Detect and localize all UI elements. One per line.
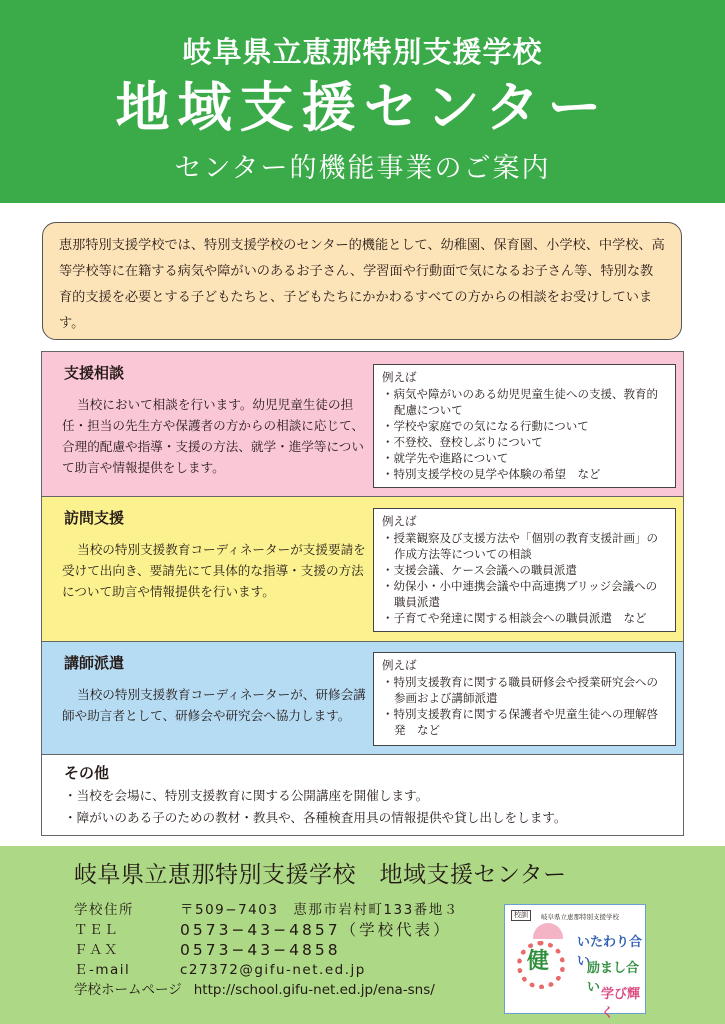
list-item: ・ 学校や家庭での気になる行動について	[382, 418, 667, 434]
web-row	[74, 980, 459, 1000]
intro-box: 恵那特別支援学校では、特別支援学校のセンター的機能として、幼稚園、保育園、小学校、中学校、高等学校等に在籍する病気や障がいのあるお子さん、学習面や行動面で気になるお子さん等、特別な教育的支援を必要とする子どもたちと、子どもたちにかかわるすべての方からの相談をお受けしています。	[42, 222, 682, 340]
list-item: ・ 子育てや発達に関する相談会への職員派遣 など	[382, 610, 667, 626]
school-name-title: 岐阜県立恵那特別支援学校	[182, 35, 543, 69]
footer-title: 岐阜県立恵那特別支援学校 地域支援センター	[74, 862, 567, 888]
school-motto-logo	[504, 904, 646, 1021]
example-box	[373, 364, 676, 488]
address-label: 学校住所	[74, 902, 134, 918]
tel-row	[74, 920, 459, 940]
list-item: ・ 特別支援教育に関する保護者や児童生徒への理解啓発 など	[382, 706, 667, 738]
section-title: 支援相談	[64, 364, 125, 382]
example-list	[382, 674, 667, 738]
list-item: ・ 就学先や進路について	[382, 450, 667, 466]
section-body: 当校の特別支援教育コーディネーターが支援要請を受けて出向き、要請先にて具体的な指導・支援の方法について助言や情報提供を行います。	[62, 542, 366, 599]
contact-info	[74, 900, 459, 1000]
example-list	[382, 530, 667, 626]
list-item: ・ 特別支援教育に関する職員研修会や授業研究会への参画および講師派遣	[382, 674, 667, 706]
section-body: 当校において相談を行います。幼児児童生徒の担任・担当の先生方や保護者の方からの相談に応じて、合理的配慮や指導・支援の方法、就学・進学等について助言や情報提供をします。	[62, 397, 364, 475]
section-body: 当校の特別支援教育コーディネーターが、研修会講師や助言者として、研修会や研究会へ協力します。	[62, 687, 366, 723]
tel-value: 0573−43−4857（学校代表）	[180, 921, 452, 939]
list-item: ・ 授業観察及び支援方法や「個別の教育支援計画」の作成方法等についての相談	[382, 530, 667, 562]
motto-line-2: 励まし合い	[587, 961, 640, 995]
email-value: c27372@gifu-net.ed.jp	[180, 962, 366, 978]
example-heading: 例えば	[382, 370, 417, 384]
example-box	[373, 652, 676, 746]
address-value: 〒509−7403 恵那市岩村町133番地３	[180, 902, 459, 918]
section-consultation	[41, 351, 684, 497]
header-banner	[0, 0, 725, 203]
example-heading: 例えば	[382, 514, 417, 528]
fax-value: 0573−43−4858	[180, 941, 341, 959]
section-title: その他	[64, 764, 110, 782]
list-item: ・ 病気や障がいのある幼児児童生徒への支援、教育的配慮について	[382, 386, 667, 418]
email-label: Ｅ-mail	[74, 962, 131, 978]
tel-label: ＴＥＬ	[74, 922, 119, 938]
subtitle: センター的機能事業のご案内	[174, 153, 551, 184]
list-item: ・ 障がいのある子のための教材・教具や、各種検査用具の情報提供や貸し出しをします。	[64, 807, 567, 829]
motto-line-1: いたわり合い	[577, 935, 643, 969]
section-title: 講師派遣	[64, 654, 125, 672]
section-title: 訪問支援	[64, 509, 125, 527]
list-item: ・ 幼保小・小中連携会議や中高連携ブリッジ会議への職員派遣	[382, 578, 667, 610]
example-heading: 例えば	[382, 658, 417, 672]
address-row	[74, 900, 459, 920]
list-item: ・ 当校を会場に、特別支援教育に関する公開講座を開催します。	[64, 785, 567, 807]
sun-icon	[533, 923, 563, 939]
section-visit-support	[41, 497, 684, 642]
fax-label: ＦＡＸ	[74, 942, 119, 958]
web-label: 学校ホームページ	[74, 982, 182, 998]
section-lecturer-dispatch	[41, 642, 684, 755]
motto-kanji: 健	[527, 949, 550, 974]
example-box	[373, 508, 676, 632]
section-other	[41, 755, 684, 836]
web-value: http://school.gifu-net.ed.jp/ena-sns/	[193, 982, 435, 998]
list-item: ・ 不登校、登校しぶりについて	[382, 434, 667, 450]
center-title: 地域支援センター	[115, 76, 610, 139]
list-item: ・ 特別支援学校の見学や体験の希望 など	[382, 466, 667, 482]
email-row	[74, 960, 459, 980]
list-item: ・ 支援会議、ケース会議への職員派遣	[382, 562, 667, 578]
fax-row	[74, 940, 459, 960]
other-list	[64, 785, 567, 829]
motto-line-3: 学び輝く	[601, 987, 641, 1021]
motto-tag: 校訓	[511, 910, 531, 921]
example-list	[382, 386, 667, 482]
logo-school-name: 岐阜県立恵那特別支援学校	[541, 913, 619, 921]
